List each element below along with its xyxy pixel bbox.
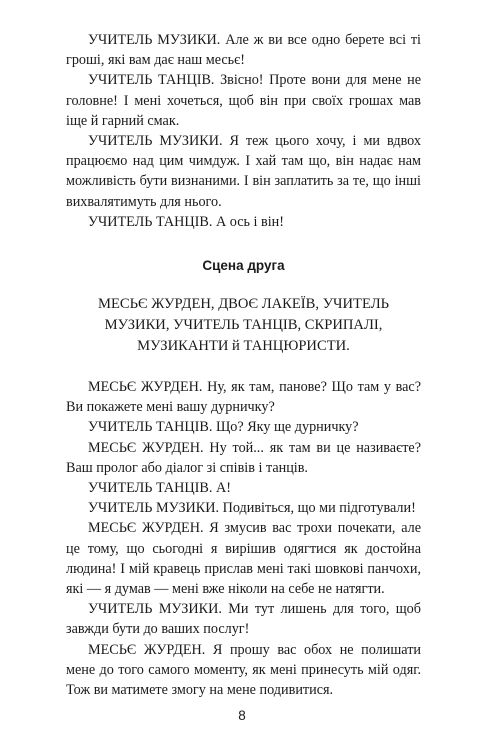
dialogue-block-top (66, 30, 421, 232)
dialogue-block-bottom (66, 377, 421, 700)
line-text: Я теж цього хочу, і ми вдвох працюємо над цим чимдуж. І хай там що, він надає нам можливість бути визнаними. І він заплатить за те, що інші вихвалятимуть для нього. (66, 133, 422, 210)
dialogue-paragraph (66, 70, 421, 131)
line-text: А! (215, 480, 231, 497)
speaker-name: УЧИТЕЛЬ МУЗИКИ. (88, 601, 222, 618)
dialogue-paragraph (66, 30, 421, 70)
line-text: Я прошу вас обох не полишати мене до того самого моменту, як мені принесуть мій одяг. Тож ви матимете змогу на мене подивитися. (66, 641, 421, 699)
line-text: А ось і він! (215, 213, 284, 230)
page-number: 8 (238, 708, 246, 723)
scene-cast-list: МЕСЬЄ ЖУРДЕН, ДВОЄ ЛАКЕЇВ, УЧИТЕЛЬ МУЗИКИ, УЧИТЕЛЬ ТАНЦІВ, СКРИПАЛІ, МУЗИКАНТИ й ТАНЦЮРИСТИ. (98, 296, 389, 355)
book-page (66, 30, 421, 700)
dialogue-paragraph (66, 640, 421, 701)
dialogue-paragraph (66, 212, 421, 232)
speaker-name: МЕСЬЄ ЖУРДЕН. (88, 641, 206, 658)
line-text: Подивіться, що ми підготували! (222, 500, 416, 517)
line-text: Ну той... як там ви це називаєте? Ваш пролог або діалог зі співів і танців. (66, 439, 421, 476)
line-text: Що? Яку ще дурничку? (215, 419, 359, 436)
dialogue-paragraph (66, 599, 421, 639)
dialogue-paragraph (66, 438, 421, 478)
speaker-name: МЕСЬЄ ЖУРДЕН. (88, 379, 203, 396)
dialogue-paragraph (66, 498, 421, 518)
speaker-name: МЕСЬЄ ЖУРДЕН. (88, 439, 204, 456)
speaker-name: УЧИТЕЛЬ МУЗИКИ. (88, 500, 220, 517)
dialogue-paragraph (66, 478, 421, 498)
line-text: Звісно! Проте вони для мене не головне! І мені хочеться, щоб він при своїх грошах мав іще й гарний смак. (66, 72, 422, 129)
speaker-name: УЧИТЕЛЬ МУЗИКИ. (88, 133, 223, 150)
dialogue-paragraph (66, 417, 421, 437)
line-text: Ми тут лишень для того, щоб завжди бути до ваших послуг! (66, 601, 421, 638)
speaker-name: УЧИТЕЛЬ ТАНЦІВ. (88, 480, 213, 497)
speaker-name: УЧИТЕЛЬ МУЗИКИ. (88, 32, 221, 48)
speaker-name: МЕСЬЄ ЖУРДЕН. (88, 520, 204, 537)
line-text: Але ж ви все одно берете всі ті гроші, які вам дає наш месьє! (66, 32, 421, 69)
dialogue-paragraph (66, 131, 421, 212)
speaker-name: УЧИТЕЛЬ ТАНЦІВ. (88, 72, 215, 89)
scene-heading: Сцена друга (202, 258, 285, 274)
dialogue-paragraph (66, 377, 421, 417)
dialogue-paragraph (66, 518, 421, 599)
line-text: Я змусив вас трохи почекати, але це тому, що сьогодні я вирішив одягтися як достойна людина! І мій кравець прислав мені такі шовкові панчохи, які — я думав — мені вже ніколи на себе не натягти. (66, 520, 421, 598)
speaker-name: УЧИТЕЛЬ ТАНЦІВ. (88, 419, 213, 436)
speaker-name: УЧИТЕЛЬ ТАНЦІВ. (88, 213, 213, 230)
line-text: Ну, як там, панове? Що там у вас? Ви покажете мені вашу дурничку? (66, 379, 422, 416)
